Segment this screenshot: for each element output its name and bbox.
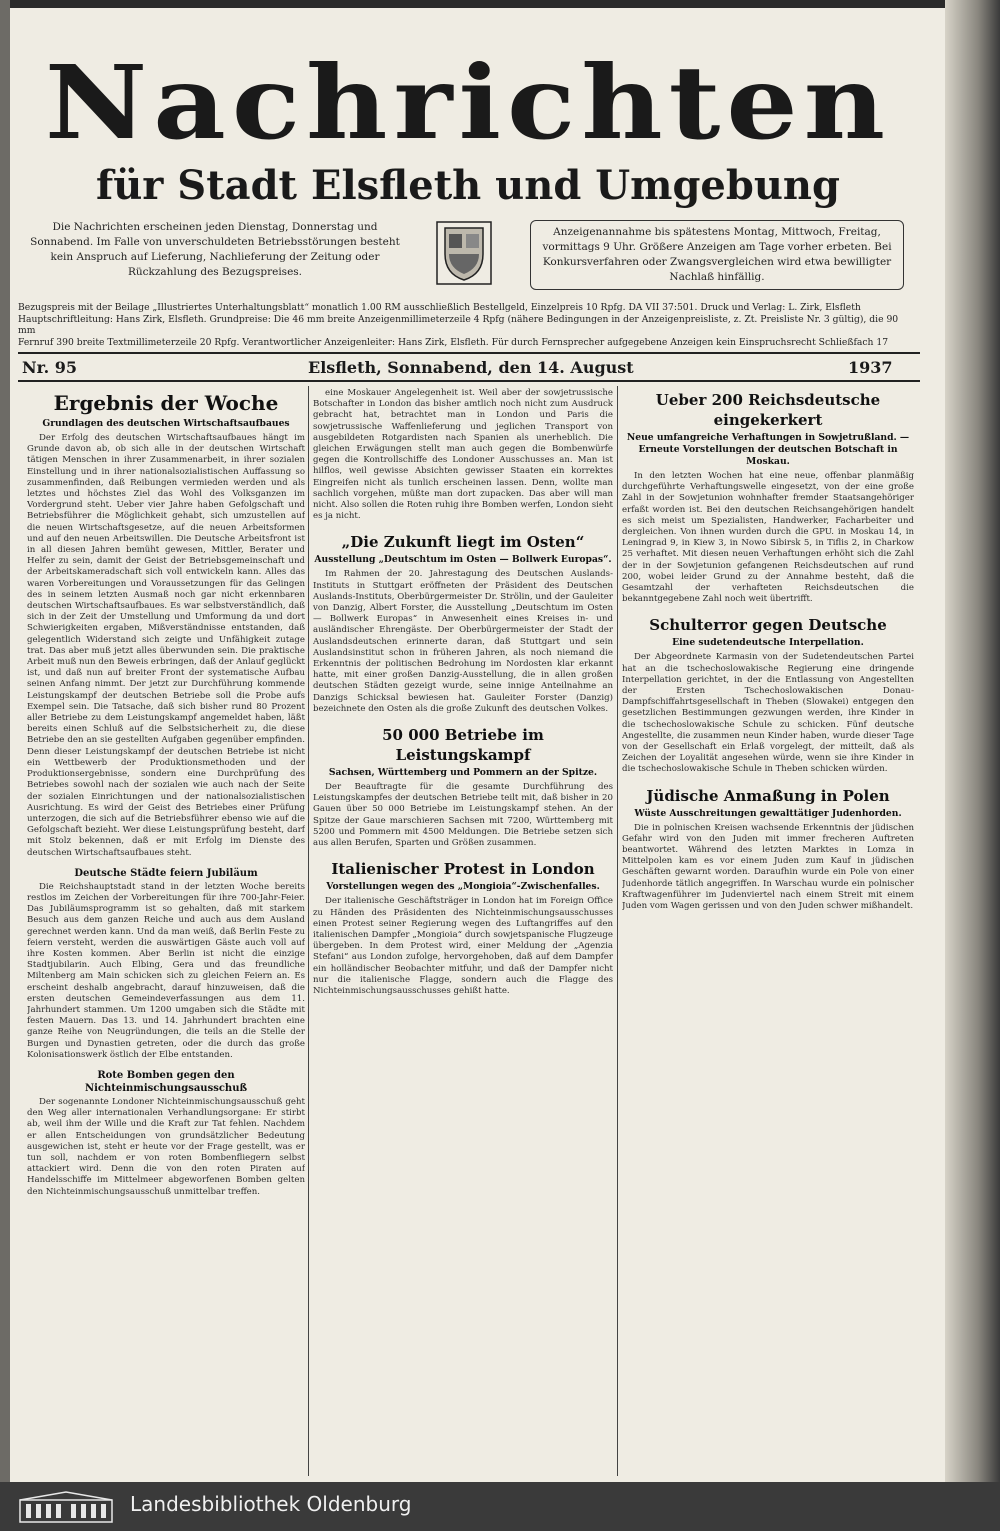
article-headline: Ergebnis der Woche xyxy=(53,391,279,415)
imprint-line: Bezugspreis mit der Beilage „Illustriertes Unterhaltungsblatt“ monatlich 1.00 RM ausschließlich Bestellgeld, Einzelpreis 10 Rpfg. DA VII 37:501. Druck und Verlag: L. Zirk, Elsfleth xyxy=(18,302,861,313)
page-edge xyxy=(945,0,1000,1482)
article-text: Der Abgeordnete Karmasin von der Sudetendeutschen Partei hat an die tschechoslowakische Regierung eine dringende Interpellation gerichtet, in der die Entlassung von Angestellten der Ersten Tschechoslowakischen Donau-Dampfschiffahrtsgesellschaft in Theben (Slowakei) entgegen den gesetzlichen Bestimmungen gezwungen werden, ihre Kinder in die tschechoslowakische Schule zu schicken. Fünf deutsche Angestellte, die zusammen neun Kinder haben, wurde dieser Tage von der Gesellschaft ein Erlaß vorgelegt, der mitteilt, daß als Zeichen der Loyalität angesehen würde, wenn sie ihre Kinder in die tschechoslowakische Schule in Theben schicken würden. xyxy=(622,652,914,775)
article-subhead: Sachsen, Württemberg und Pommern an der Spitze. xyxy=(328,767,598,779)
article-subhead: Deutsche Städte feiern Jubiläum xyxy=(74,867,258,879)
masthead xyxy=(28,44,908,209)
column-left xyxy=(27,388,305,1478)
article-text: Die in polnischen Kreisen wachsende Erkenntnis der jüdischen Gefahr wird von den Juden mit immer frecheren Auftreten beantwortet. Während des letzten Marktes in Lomza in Mittelpolen kam es vor einem Juden zum Kauf in jüdischen Geschäften gewarnt worden. Daraufhin wurde ein Pole von einer Judenhorde tätlich angegriffen. In Warschau wurde ein polnischer Kraftwagenführer im Judenviertel nach einem Streit mit einem Juden vom Wagen gerissen und von den Juden schwer mißhandelt. xyxy=(622,822,914,912)
article-subhead: Rote Bomben gegen den Nichteinmischungsausschuß xyxy=(84,1069,248,1094)
column-middle xyxy=(313,388,613,1478)
article-headline: Ueber 200 Reichsdeutsche eingekerkert xyxy=(655,391,881,429)
advertising-info: Anzeigenannahme bis spätestens Montag, Mittwoch, Freitag, vormittags 9 Uhr. Größere Anzeigen am Tage vorher erbeten. Bei Konkursverfahren oder Zwangsvergleichen wird etwa bewilligter Nachlaß hinfällig. xyxy=(530,220,904,290)
article-text: Der sogenannte Londoner Nichteinmischungsausschuß geht den Weg aller internationalen Verhandlungsorgane: Er stirbt ab, weil ihm der Wille und die Kraft zur Tat fehlen. Nachdem er allen Entscheidungen von grundsätzlicher Bedeutung ausgewichen ist, steht er heute vor der Frage gestellt, was er tun soll, nachdem er von roten Bombenfliegern selbst attackiert wird. Denn die von den roten Piraten auf Handelsschiffe im Mittelmeer abgeworfenen Bomben gelten den Nichteinmischungsausschuß unmittelbar treffen. xyxy=(27,1096,305,1197)
imprint-line: Fernruf 390 breite Textmillimeterzeile 20 Rpfg. Verantwortlicher Anzeigenleiter: Hans Zirk, Elsfleth. Für durch Fernsprecher aufgegebene Anzeigen kein Einspruchsrecht Schließfach 17 xyxy=(18,336,889,348)
article-headline: 50 000 Betriebe im Leistungskampf xyxy=(382,726,544,765)
column-divider xyxy=(617,386,618,1476)
imprint xyxy=(18,302,918,348)
article-headline: Jüdische Anmaßung in Polen xyxy=(646,786,890,805)
publication-info: Die Nachrichten erscheinen jeden Dienstag, Donnerstag und Sonnabend. Im Falle von unverschuldeten Betriebsstörungen besteht kein Anspruch auf Lieferung, Nachlieferung der Zeitung oder Rückzahlung des Bezugspreises. xyxy=(30,221,400,278)
article-subhead: Eine sudetendeutsche Interpellation. xyxy=(672,637,864,649)
imprint-line: Hauptschriftleitung: Hans Zirk, Elsfleth. Grundpreise: Die 46 mm breite Anzeigenmillimeterzeile 4 Rpfg (nähere Bedingungen in der Anzeigenpreisliste, z. Zt. Preisliste Nr. 3 gültig), die 90 mm xyxy=(18,313,899,336)
article-text: Die Reichshauptstadt stand in der letzten Woche bereits restlos im Zeichen der Vorbereitungen für ihre 700-Jahr-Feier. Das Jubiläumsprogramm ist so gehalten, daß mit starkem Besuch aus dem ganzen Reiche und auch aus dem Ausland gerechnet werden kann. Und da man weiß, daß Berlin Feste zu feiern versteht, werden die auswärtigen Gäste auch voll auf ihre Kosten kommen. Aber Berlin ist nicht die einzige Stadtjubilarin. Auch Elbing, Gera und das freundliche Miltenberg am Main schicken sich zu gleichen Feiern an. Es erscheint deshalb angebracht, darauf hinzuweisen, daß die ersten deutschen Gemeindeverfassungen aus dem 11. Jahrhundert stammen. Um 1200 umgaben sich die Städte mit festen Mauern. Das 13. und 14. Jahrhundert brachten eine ganze Reihe von Neugründungen, die teils an die Stelle der Burgen und Dynastien getreten, oder die durch das große Kolonisationswerk östlich der Elbe entstanden. xyxy=(27,881,305,1060)
dateline xyxy=(18,358,920,380)
article-subhead: Ausstellung „Deutschtum im Osten — Bollwerk Europas“. xyxy=(314,554,612,566)
article-text: eine Moskauer Angelegenheit ist. Weil aber der sowjetrussische Botschafter in London das bisher amtlich noch nicht zum Ausdruck gebracht hat, betrachtet man in London und Paris die sowjetrussische Waffenlieferung und jeglichen Transport von ausgebildeten Rotgardisten nach Spanien als unerheblich. Die gleichen Erwägungen stellt man auch gegen die Bombenwürfe gegen die Kontrollschiffe des Londoner Ausschusses an. Man ist hilflos, weil gewisse Absichten gewisser Staaten ein korrektes Eingreifen nicht als tunlich erscheinen lassen. Denn, wollte man sachlich vorgehen, müßte man dort zupacken. Das aber will man nicht. Also sollen die Roten ruhig ihre Bomben werfen, London sieht es ja nicht. xyxy=(313,388,613,522)
issue-date: Elsfleth, Sonnabend, den 14. August xyxy=(308,358,634,377)
library-footer xyxy=(0,1482,1000,1531)
newspaper-page xyxy=(10,8,945,1482)
article-text: In den letzten Wochen hat eine neue, offenbar planmäßig durchgeführte Verhaftungswelle eingesetzt, von der eine große Zahl in der Sowjetunion wohnhafter fremder Staatsangehöriger erfaßt worden ist. Bei den deutschen Reichsangehörigen handelt es sich meist um Spezialisten, Handwerker, Facharbeiter und dergleichen. Von ihnen wurden durch die GPU. in Moskau 14, in Leningrad 9, in Kiew 3, in Nowo Sibirsk 5, in Tiflis 2, in Charkow 25 verhaftet. Mit diesen neuen Verhaftungen erhöht sich die Zahl der in der Sowjetunion gefangenen Reichsdeutschen auf rund 200, wobei leider Grund zu der Annahme besteht, daß die Gesamtzahl der verhafteten Reichsdeutschen die bekanntgegebene Zahl noch weit übertrifft. xyxy=(622,471,914,605)
article-text: Der Beauftragte für die gesamte Durchführung des Leistungskampfes der deutschen Betriebe teilt mit, daß bisher in 20 Gauen über 50 000 Betriebe im Leistungskampf stehen. An der Spitze der Gaue marschieren Sachsen mit 7200, Württemberg mit 5200 und Pommern mit 4500 Meldungen. Die Betriebe setzen sich aus allen Berufen, Sparten und Größen zusammen. xyxy=(313,782,613,849)
library-building-icon xyxy=(18,1490,114,1524)
article-headline: Italienischer Protest in London xyxy=(331,860,595,879)
article-text: Der Erfolg des deutschen Wirtschaftsaufbaues hängt im Grunde davon ab, ob sich alle in der deutschen Wirtschaft tätigen Menschen in ihrer Zusammenarbeit, in ihrer sozialen Einstellung und in ihrer nationalsozialistischen Auffassung so zusammenfinden, daß Reibungen vermieden werden und als letztes und höchstes Ziel das Wohl des Volksganzen im Vordergrund steht. Ueber vier Jahre haben Gefolgschaft und Betriebsführer die Möglichkeit gehabt, sich umzustellen auf die neuen Wirtschaftsgesetze, auf die neuen Arbeitsformen und auf den neuen Arbeitswillen. Die Deutsche Arbeitsfront ist in all diesen Jahren bemüht gewesen, Mittler, Berater und Helfer zu sein, damit der Geist der Betriebsgemeinschaft und der Arbeitskameradschaft sich voll entwickeln kann. Alles das waren Vorbereitungen und Voraussetzungen für das Gelingen des in seinem letzten Ausmaß noch gar nicht erkennbaren deutschen Wirtschaftsaufbaues. Es war selbstverständlich, daß sich in der Zeit der Umstellung und Umformung da und dort Schwierigkeiten ergaben, Mißverständnisse entstanden, daß gelegentlich Widerstand sich zeigte und Unfähigkeit zutage trat. Das aber muß jetzt alles überwunden sein. Die praktische Arbeit muß nun den Beweis erbringen, daß der Anlauf geglückt ist, und daß nun auf breiter Front der systematische Aufbau seinen Anfang nimmt. Der jetzt zur Durchführung kommende Leistungskampf der deutschen Betriebe soll die Probe aufs Exempel sein. Die Tatsache, daß sich bisher rund 80 Prozent aller Betriebe zu dem Leistungskampf angemeldet haben, läßt bereits einen Schluß auf die Selbstsicherheit zu, die diese Betriebe den an sie gestellten Aufgaben gegenüber empfinden. Denn dieser Leistungskampf der deutschen Betriebe ist nicht ein Wettbewerb der Produktionsmethoden und der Produktionsergebnisse, sondern eine Durchprüfung des Betriebes sowohl nach der sozialen wie auch nach der Seite der sozialen Einrichtungen und der nationalsozialistischen Ausrichtung. Es wird der Geist des Betriebes einer Prüfung unterzogen, die sich auf die Betriebsführer ebenso wie auf die Gefolgschaft bezieht. Wer diese Leistungsprüfung besteht, darf mit Stolz bekennen, daß er mit Erfolg im Dienste des deutschen Wirtschaftsaufbaues steht. xyxy=(27,433,305,858)
library-name: Landesbibliothek Oldenburg xyxy=(130,1492,412,1516)
article-text: Im Rahmen der 20. Jahrestagung des Deutschen Auslands-Instituts in Stuttgart eröffneten der Präsident des Deutschen Auslands-Instituts, Oberbürgermeister Dr. Strölin, und der Gauleiter von Danzig, Albert Forster, die Ausstellung „Deutschtum im Osten — Bollwerk Europas“ in Anwesenheit eines Kreises in- und ausländischer Ehrengäste. Der Oberbürgermeister der Stadt der Auslandsdeutschen erinnerte daran, daß Stuttgart und sein Auslandsinstitut schon in früheren Jahren, als noch niemand die Erkenntnis der politischen Bedrohung im Nordosten klar erkannt hatte, mit einer großen Danzig-Ausstellung, die in allen großen deutschen Städten gezeigt wurde, seine innige Anteilnahme an Danzigs Schicksal bewiesen hat. Gauleiter Forster (Danzig) bezeichnete den Osten als die große Zukunft des deutschen Volkes. xyxy=(313,569,613,714)
article-subhead: Vorstellungen wegen des „Mongioia“-Zwischenfalles. xyxy=(326,881,600,893)
issue-number: Nr. 95 xyxy=(22,358,77,377)
article-headline: „Die Zukunft liegt im Osten“ xyxy=(341,533,585,552)
town-crest-icon xyxy=(435,220,493,286)
article-headline: Schulterror gegen Deutsche xyxy=(649,616,887,635)
article-subhead: Wüste Ausschreitungen gewalttätiger Judenhorden. xyxy=(634,807,902,819)
article-subhead: Neue umfangreiche Verhaftungen in Sowjetrußland. — Erneute Vorstellungen der deutschen Botschaft in Moskau. xyxy=(626,432,910,467)
newspaper-subtitle: für Stadt Elsfleth und Umgebung xyxy=(96,162,840,209)
column-right xyxy=(622,388,914,1478)
issue-year: 1937 xyxy=(848,358,893,377)
divider xyxy=(18,380,920,382)
column-divider xyxy=(308,386,309,1476)
divider xyxy=(18,352,920,354)
article-text: Der italienische Geschäftsträger in London hat im Foreign Office zu Händen des Präsidenten des Nichteinmischungsausschusses einen Protest seiner Regierung wegen des Luftangriffes auf den italienischen Dampfer „Mongioia“ durch sowjetspanische Flugzeuge übergeben. In dem Protest wird, einer Meldung der „Agenzia Stefani“ aus London zufolge, hervorgehoben, daß auf dem Dampfer ein holländischer Beobachter mitfuhr, und daß der Dampfer nicht nur die italienische Flagge, sondern auch die Flagge des Nichteinmischungsausschusses gehißt hatte. xyxy=(313,896,613,996)
book-spine xyxy=(0,0,10,1531)
article-subhead: Grundlagen des deutschen Wirtschaftsaufbaues xyxy=(42,418,290,429)
newspaper-title: Nachrichten xyxy=(44,44,892,163)
